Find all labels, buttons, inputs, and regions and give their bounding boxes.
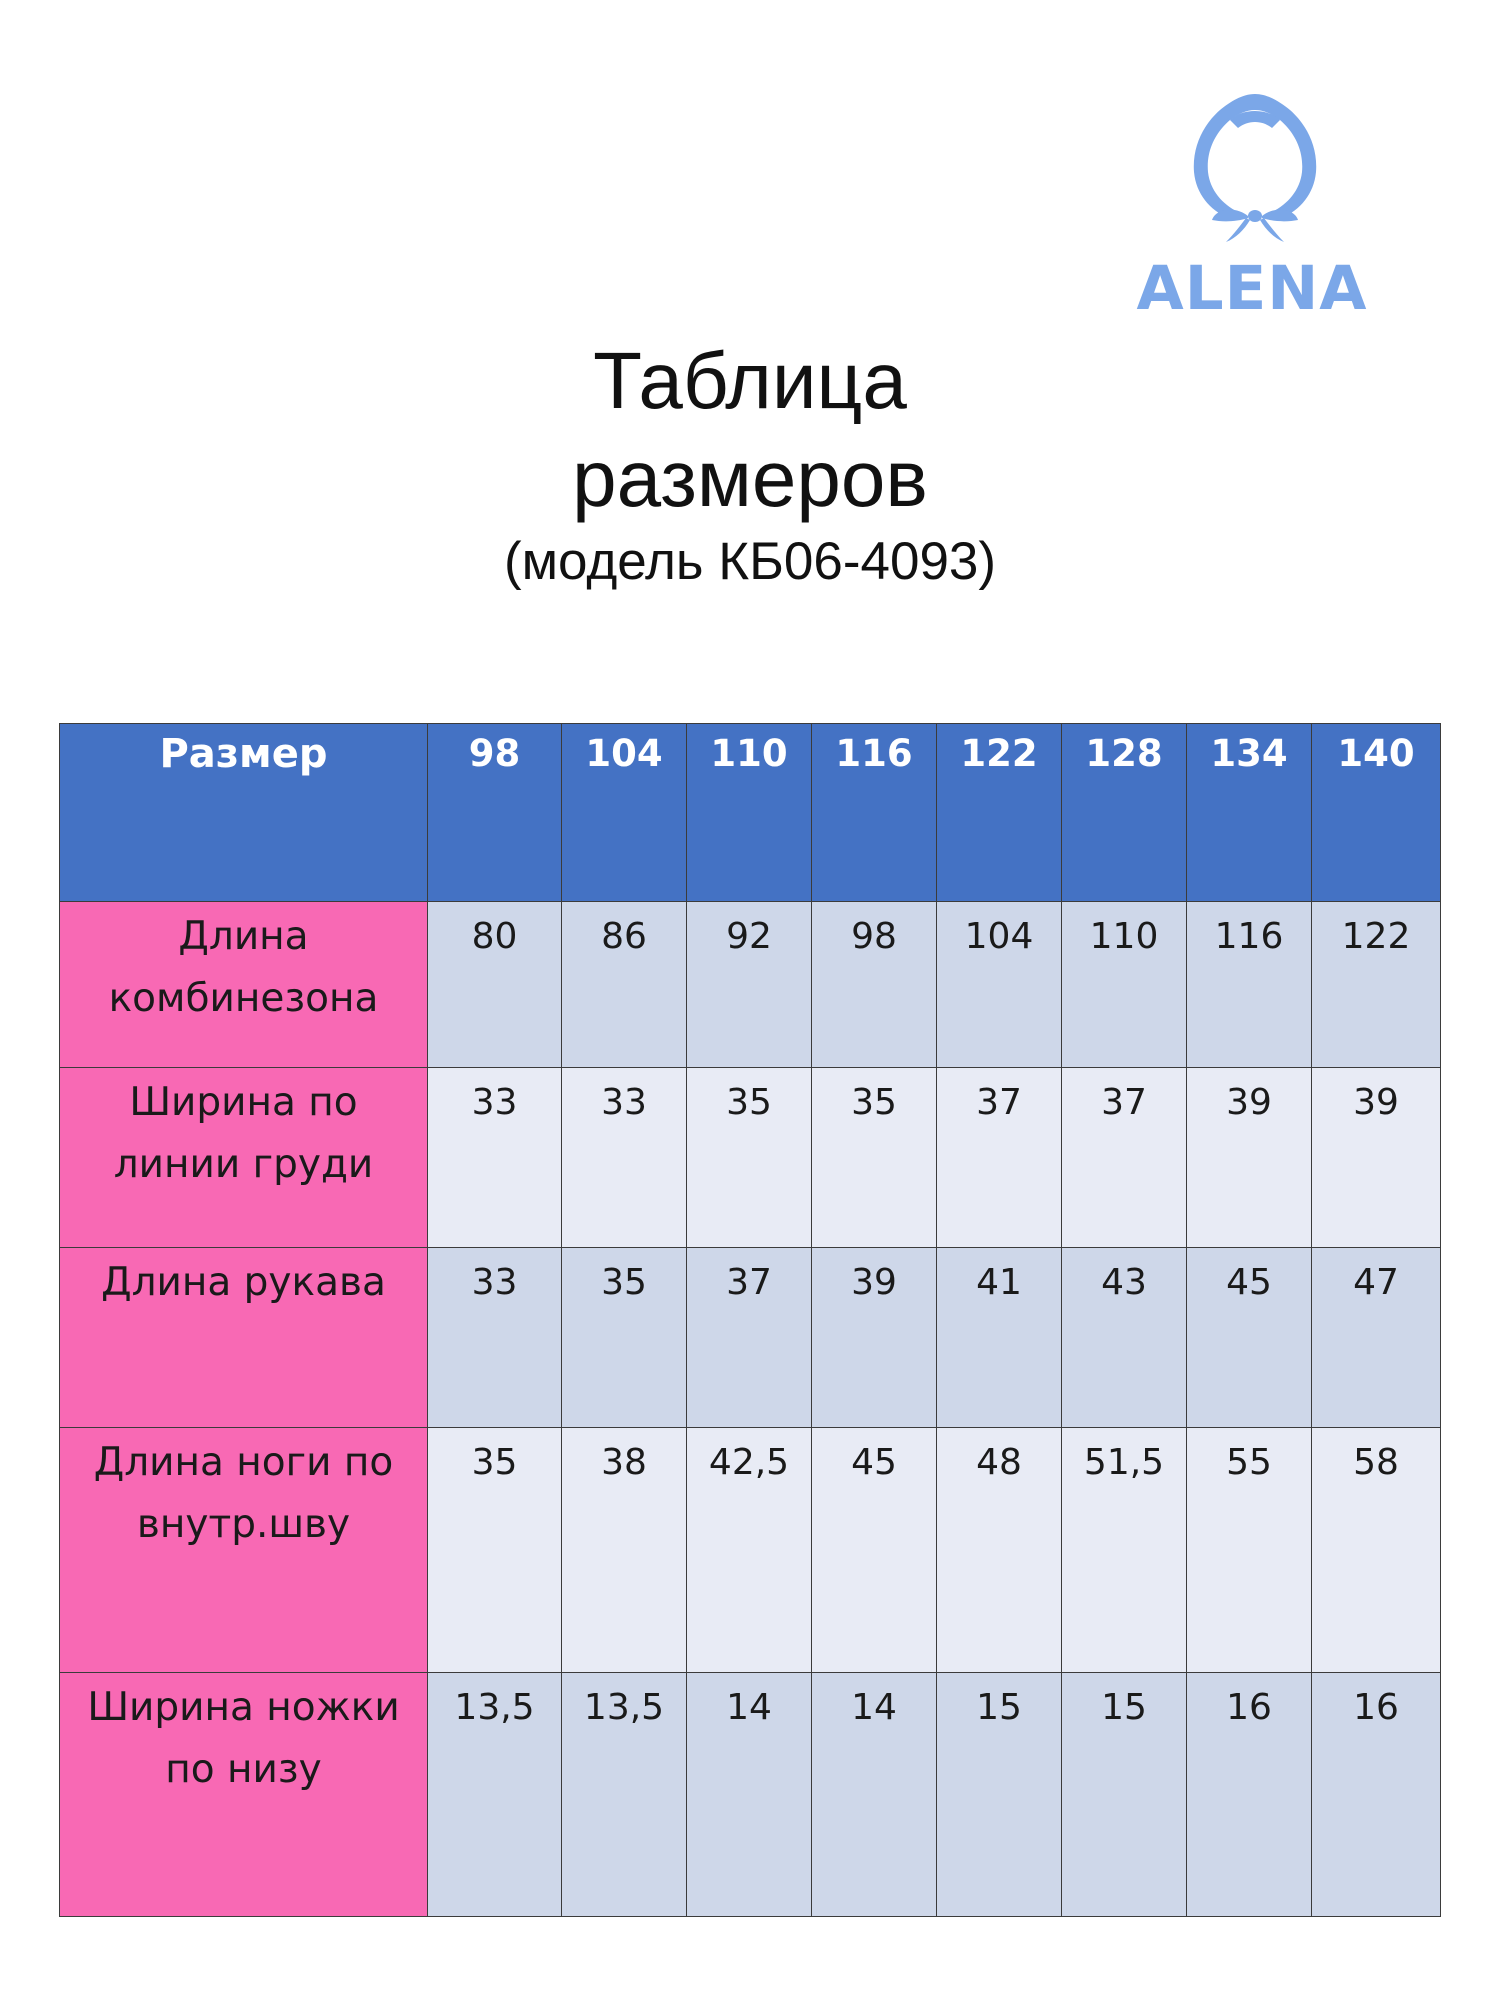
header-cell: 140 — [1312, 724, 1441, 902]
table-cell: 98 — [812, 902, 937, 1068]
brand-logo — [1136, 88, 1368, 324]
page-title — [0, 332, 1500, 594]
title-line-2: размеров — [572, 434, 928, 523]
table-cell: 116 — [1187, 902, 1312, 1068]
table-cell: 39 — [812, 1248, 937, 1428]
table-cell: 14 — [812, 1673, 937, 1917]
table-header-row — [60, 724, 1441, 902]
model-subtitle: (модель КБ06-4093) — [503, 532, 997, 591]
table-cell: 33 — [428, 1068, 562, 1248]
table-cell: 35 — [428, 1428, 562, 1673]
table-cell: 55 — [1187, 1428, 1312, 1673]
table-row — [60, 1248, 1441, 1428]
table-cell: 38 — [562, 1428, 687, 1673]
header-cell: 98 — [428, 724, 562, 902]
table-row — [60, 1068, 1441, 1248]
table-cell: 37 — [937, 1068, 1062, 1248]
table-cell: 33 — [562, 1068, 687, 1248]
table-cell: 13,5 — [562, 1673, 687, 1917]
table-cell: 47 — [1312, 1248, 1441, 1428]
row-label: Длина рукава — [60, 1248, 428, 1428]
table-cell: 39 — [1187, 1068, 1312, 1248]
title-line-1: Таблица — [593, 336, 907, 425]
table-cell: 48 — [937, 1428, 1062, 1673]
table-row — [60, 1673, 1441, 1917]
table-cell: 80 — [428, 902, 562, 1068]
header-cell: 122 — [937, 724, 1062, 902]
table-cell: 35 — [812, 1068, 937, 1248]
table-cell: 42,5 — [687, 1428, 812, 1673]
table-cell: 86 — [562, 902, 687, 1068]
table-cell: 15 — [937, 1673, 1062, 1917]
table-cell: 16 — [1187, 1673, 1312, 1917]
brand-name: ALENA — [1136, 253, 1368, 324]
table-cell: 35 — [562, 1248, 687, 1428]
header-cell: 110 — [687, 724, 812, 902]
size-table — [59, 723, 1441, 1917]
table-cell: 122 — [1312, 902, 1441, 1068]
table-cell: 45 — [812, 1428, 937, 1673]
table-row — [60, 1428, 1441, 1673]
header-cell: 134 — [1187, 724, 1312, 902]
kerchief-bow-icon — [1186, 88, 1324, 244]
table-cell: 104 — [937, 902, 1062, 1068]
row-label: Ширина по линии груди — [60, 1068, 428, 1248]
table-cell: 45 — [1187, 1248, 1312, 1428]
table-cell: 33 — [428, 1248, 562, 1428]
table-cell: 92 — [687, 902, 812, 1068]
table-cell: 13,5 — [428, 1673, 562, 1917]
table-row — [60, 902, 1441, 1068]
table-cell: 14 — [687, 1673, 812, 1917]
row-label: Ширина ножки по низу — [60, 1673, 428, 1917]
table-cell: 110 — [1062, 902, 1187, 1068]
header-cell: 128 — [1062, 724, 1187, 902]
table-cell: 15 — [1062, 1673, 1187, 1917]
table-cell: 35 — [687, 1068, 812, 1248]
table-cell: 37 — [1062, 1068, 1187, 1248]
table-cell: 16 — [1312, 1673, 1441, 1917]
header-cell: 104 — [562, 724, 687, 902]
header-cell-size: Размер — [60, 724, 428, 902]
table-cell: 51,5 — [1062, 1428, 1187, 1673]
row-label: Длина ноги по внутр.шву — [60, 1428, 428, 1673]
table-cell: 37 — [687, 1248, 812, 1428]
table-cell: 39 — [1312, 1068, 1441, 1248]
table-cell: 43 — [1062, 1248, 1187, 1428]
table-cell: 41 — [937, 1248, 1062, 1428]
row-label: Длина комбинезона — [60, 902, 428, 1068]
table-cell: 58 — [1312, 1428, 1441, 1673]
header-cell: 116 — [812, 724, 937, 902]
